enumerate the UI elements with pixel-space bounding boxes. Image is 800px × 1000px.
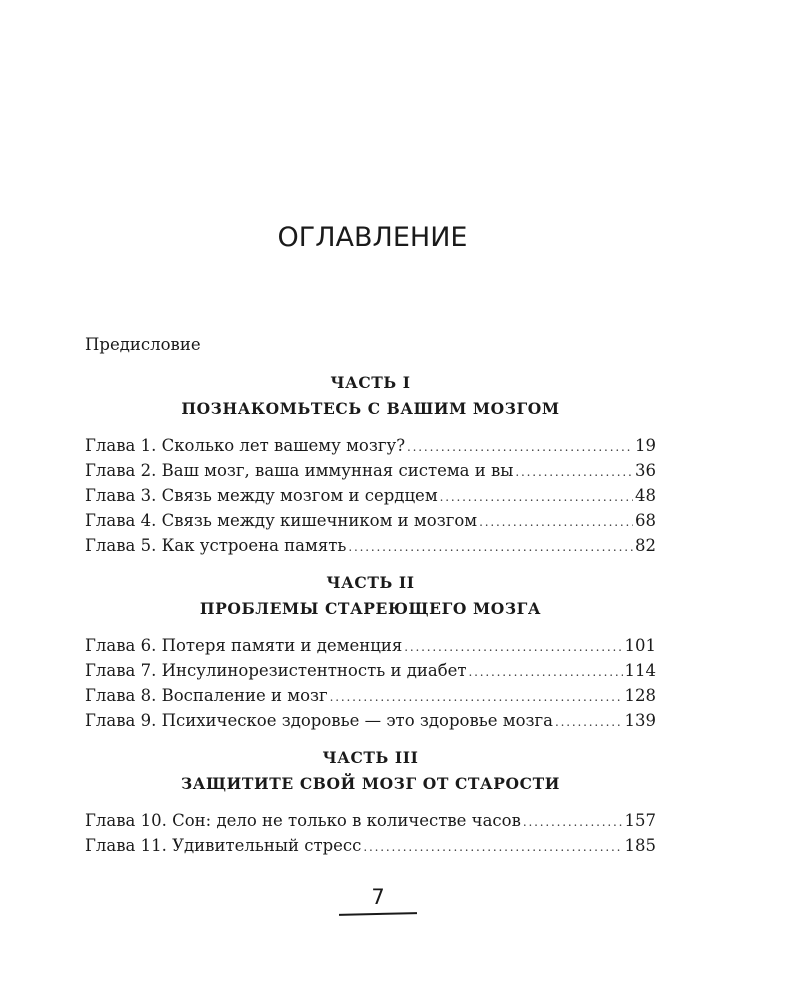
toc-entry[interactable] [85,433,656,458]
dot-leader [404,635,622,660]
page-number: 128 [624,686,656,705]
part-title: ПОЗНАКОМЬТЕСЬ С ВАШИМ МОЗГОМ [181,399,560,418]
page-number: 82 [635,536,656,555]
chapter-title: Глава 7. Инсулинорезистентность и диабет [85,661,467,680]
chapter-title: Глава 6. Потеря памяти и деменция [85,636,403,655]
part-number: ЧАСТЬ III [322,748,419,767]
dot-leader [330,685,623,710]
chapter-title: Глава 3. Связь между мозгом и сердцем [85,486,438,505]
page-number: 139 [624,711,656,730]
page-number: 157 [624,811,656,830]
toc-entry[interactable] [85,808,656,833]
page-number: 68 [635,511,656,530]
chapter-title: Глава 5. Как устроена память [85,536,347,555]
page-number: 36 [635,461,656,480]
part-number: ЧАСТЬ I [330,373,411,392]
dot-leader [348,535,633,560]
toc-entry[interactable] [85,708,656,733]
toc-entry[interactable] [85,633,656,658]
part-title: ПРОБЛЕМЫ СТАРЕЮЩЕГО МОЗГА [199,599,542,618]
dot-leader [515,460,633,485]
toc-entry[interactable] [85,458,656,483]
page-title: ОГЛАВЛЕНИЕ [277,222,468,253]
toc-entry[interactable] [85,483,656,508]
part-title: ЗАЩИТИТЕ СВОЙ МОЗГ ОТ СТАРОСТИ [181,774,560,793]
page-number: 19 [635,436,656,455]
chapter-title: Глава 10. Сон: дело не только в количестве часов [85,811,521,830]
folio-underline [339,912,417,916]
page-number: 101 [624,636,656,655]
dot-leader [407,435,633,460]
dot-leader [363,835,622,860]
chapter-title: Глава 8. Воспаление и мозг [85,686,328,705]
dot-leader [440,485,633,510]
page-number: 185 [624,836,656,855]
toc-entry-preface[interactable]: Предисловие [85,335,201,354]
toc-entry[interactable] [85,658,656,683]
chapter-title: Глава 11. Удивительный стресс [85,836,362,855]
toc-entry[interactable] [85,683,656,708]
dot-leader [479,510,633,535]
toc-entry[interactable] [85,508,656,533]
table-of-contents [85,332,656,870]
part-1 [85,370,656,558]
dot-leader [469,660,623,685]
chapter-title: Глава 1. Сколько лет вашему мозгу? [85,436,406,455]
chapter-title: Глава 4. Связь между кишечником и мозгом [85,511,478,530]
dot-leader [555,710,623,735]
part-3 [85,745,656,858]
page-number: 114 [624,661,656,680]
chapter-title: Глава 2. Ваш мозг, ваша иммунная система и вы [85,461,514,480]
toc-entry[interactable] [85,533,656,558]
part-number: ЧАСТЬ II [326,573,415,592]
part-2 [85,570,656,733]
dot-leader [523,810,623,835]
chapter-title: Глава 9. Психическое здоровье — это здоровье мозга [85,711,553,730]
page-folio: 7 [371,885,385,909]
page-number: 48 [635,486,656,505]
toc-entry[interactable] [85,833,656,858]
